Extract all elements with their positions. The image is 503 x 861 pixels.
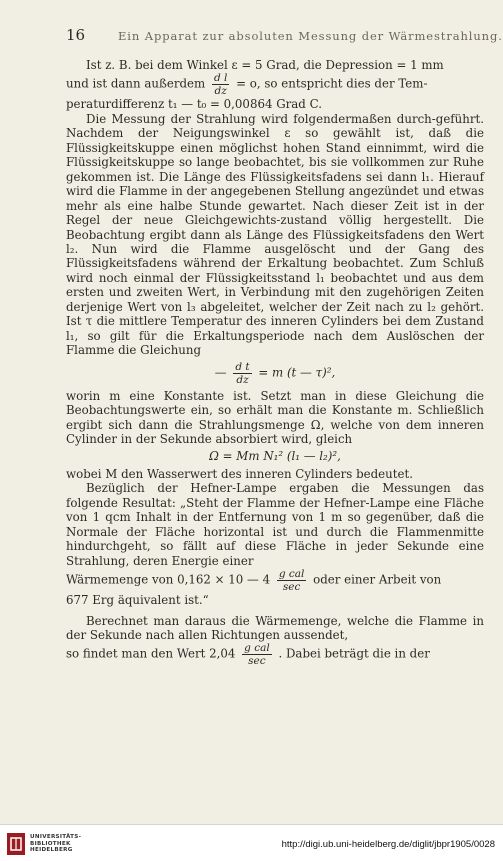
body-text: [66, 58, 484, 667]
paragraph: worin m eine Konstante ist. Setzt man in diese Gleichung die Beobachtungswerte ein, so erhält man die Konstante m. Schließlich ergibt sich dann die Strahlungsmenge Ω, welche von dem inneren Cylinder in der Sekunde absorbiert wird, gleich: [66, 388, 484, 446]
paragraph-line-with-fraction: [66, 642, 484, 667]
paragraph-line: 677 Erg äquivalent ist.“: [66, 593, 209, 608]
equation-rhs: = m (t — τ)²,: [258, 365, 336, 380]
text-fragment: = o, so entspricht dies der Tem-: [236, 76, 428, 91]
running-title: Ein Apparat zur absoluten Messung der Wärmestrahlung.: [118, 29, 503, 43]
fraction-numerator: g cal: [244, 642, 270, 655]
paragraph: Bezüglich der Hefner-Lampe ergaben die Messungen das folgende Resultat: „Steht der Flamme der Hefner-Lampe eine Fläche von 1 qcm Inhalt in der Entfernung von 1 m so gegenüber, daß die Normale der Fläche horizontal ist und durch die Flammenmitte hindurchgeht, so fällt auf diese Fläche in jeder Sekunde eine Strahlung, deren Energie einer: [66, 481, 484, 568]
digitization-footer: [0, 824, 503, 861]
paragraph-line: Ist z. B. bei dem Winkel ε = 5 Grad, die Depression = 1 mm: [86, 58, 444, 72]
equation: Ω = Mm N₁² (l₁ — l₂)²,: [209, 449, 341, 464]
fraction-denominator: dz: [236, 373, 249, 386]
equation: [66, 361, 484, 386]
text-fragment: oder einer Arbeit von: [313, 572, 442, 587]
text-fragment: so findet man den Wert 2,04: [66, 646, 236, 661]
fraction: [212, 72, 229, 97]
text-fragment: und ist dann außerdem: [66, 76, 206, 91]
page-number: 16: [66, 26, 86, 44]
fraction-denominator: dz: [214, 85, 227, 98]
fraction-denominator: sec: [248, 655, 266, 668]
university-library-logo-icon: [7, 833, 25, 855]
fraction-numerator: g cal: [278, 568, 305, 581]
text-fragment: . Dabei beträgt die in der: [278, 646, 430, 661]
paragraph: Berechnet man daraus die Wärmemenge, welche die Flamme in der Sekunde nach allen Richtungen aussendet,: [66, 613, 484, 642]
equation-minus: —: [214, 365, 227, 380]
fraction: [233, 361, 251, 386]
fraction-numerator: d l: [213, 72, 228, 85]
paragraph: Die Messung der Strahlung wird folgendermaßen durch-geführt. Nachdem der Neigungswinkel ε so gewählt ist, daß die Flüssigkeitskuppe einen möglichst hohen Stand einnimmt, wird die Flüssigkeitskuppe so lange beobachtet, bis sie vollkommen zur Ruhe gekommen ist. Die Länge des Flüssigkeitsfadens sei dann l₁. Hierauf wird die Flamme in der angegebenen Stellung angezündet und etwas mehr als eine halbe Stunde gewartet. Nach dieser Zeit ist in der Regel der neue Gleichgewichts-zustand völlig hergestellt. Die Beobachtung ergibt dann als Länge des Flüssigkeitsfadens den Wert l₂. Nun wird die Flamme ausgelöscht und der Gang des Flüssigkeitsfadens während der Erkaltung beobachtet. Zum Schluß wird noch einmal der Flüssigkeitsstand l₁ beobachtet und aus dem ersten und zweiten Wert, in Verbindung mit den zugehörigen Zeiten derjenige Wert von l₃ abgeleitet, welcher der Zeit nach zu l₂ gehört. Ist τ die mittlere Temperatur des inneren Cylinders bei dem Zustand l₁, so gilt für die Erkaltungsperiode nach dem Auslöschen der Flamme die Gleichung: [66, 111, 484, 358]
text-fragment: Wärmemenge von 0,162 × 10 — 4: [66, 572, 271, 587]
source-url-link[interactable]: http://digi.ub.uni-heidelberg.de/diglit/jbpr1905/0028: [281, 839, 495, 850]
library-name: UNIVERSITÄTS- BIBLIOTHEK HEIDELBERG: [30, 834, 82, 853]
paragraph: wobei M den Wasserwert des inneren Cylinders bedeutet.: [66, 466, 413, 481]
fraction-denominator: sec: [282, 581, 301, 594]
fraction-numerator: d t: [235, 360, 250, 373]
fraction: [277, 568, 307, 593]
page-header: [66, 26, 503, 46]
paragraph-line-with-fraction: [66, 72, 484, 97]
fraction: [242, 642, 272, 667]
paragraph-line: peraturdifferenz t₁ — t₀ = 0,00864 Grad C.: [66, 97, 322, 112]
paragraph-line-with-fraction: [66, 568, 484, 593]
